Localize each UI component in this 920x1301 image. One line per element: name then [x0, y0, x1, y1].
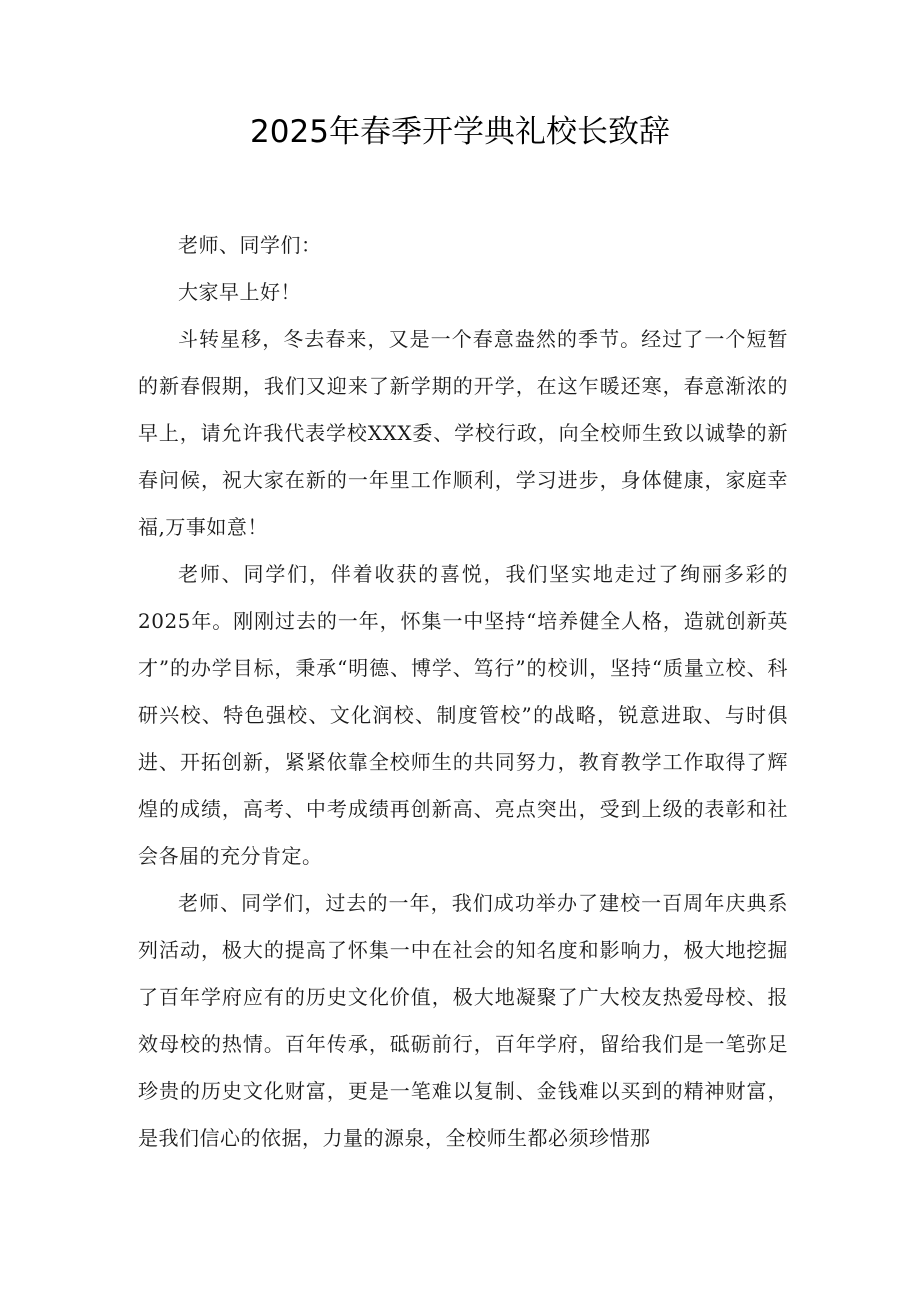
document-title: 2025年春季开学典礼校长致辞: [250, 114, 670, 150]
paragraph-3: 老师、同学们，过去的一年，我们成功举办了建校一百周年庆典系列活动，极大的提高了怀集一中在社会的知名度和影响力，极大地挖掘了百年学府应有的历史文化价值，极大地凝聚了广大校友热爱母校、报效母校的热情。百年传承，砥砺前行，百年学府，留给我们是一笔弥足珍贵的历史文化财富，更是一笔难以复制、金钱难以买到的精神财富，是我们信心的依据，力量的源泉，全校师生都必须珍惜那: [138, 891, 788, 1150]
paragraph-2: 老师、同学们，伴着收获的喜悦，我们坚实地走过了绚丽多彩的2025年。刚刚过去的一年，怀集一中坚持“培养健全人格，造就创新英才”的办学目标，秉承“明德、博学、笃行”的校训，坚持“质量立校、科研兴校、特色强校、文化润校、制度管校”的战略，锐意进取、与时俱进、开拓创新，紧紧依靠全校师生的共同努力，教育教学工作取得了辉煌的成绩，高考、中考成绩再创新高、亮点突出，受到上级的表彰和社会各届的充分肯定。: [138, 562, 788, 868]
greeting: 大家早上好！: [178, 280, 301, 304]
salutation: 老师、同学们：: [178, 233, 322, 257]
paragraph-1: 斗转星移，冬去春来，又是一个春意盎然的季节。经过了一个短暂的新春假期，我们又迎来了新学期的开学，在这乍暖还寒，春意渐浓的早上，请允许我代表学校XXX委、学校行政，向全校师生致以诚挚的新春问候，祝大家在新的一年里工作顺利，学习进步，身体健康，家庭幸福,万事如意！: [138, 327, 788, 539]
document-body: [138, 222, 788, 1162]
